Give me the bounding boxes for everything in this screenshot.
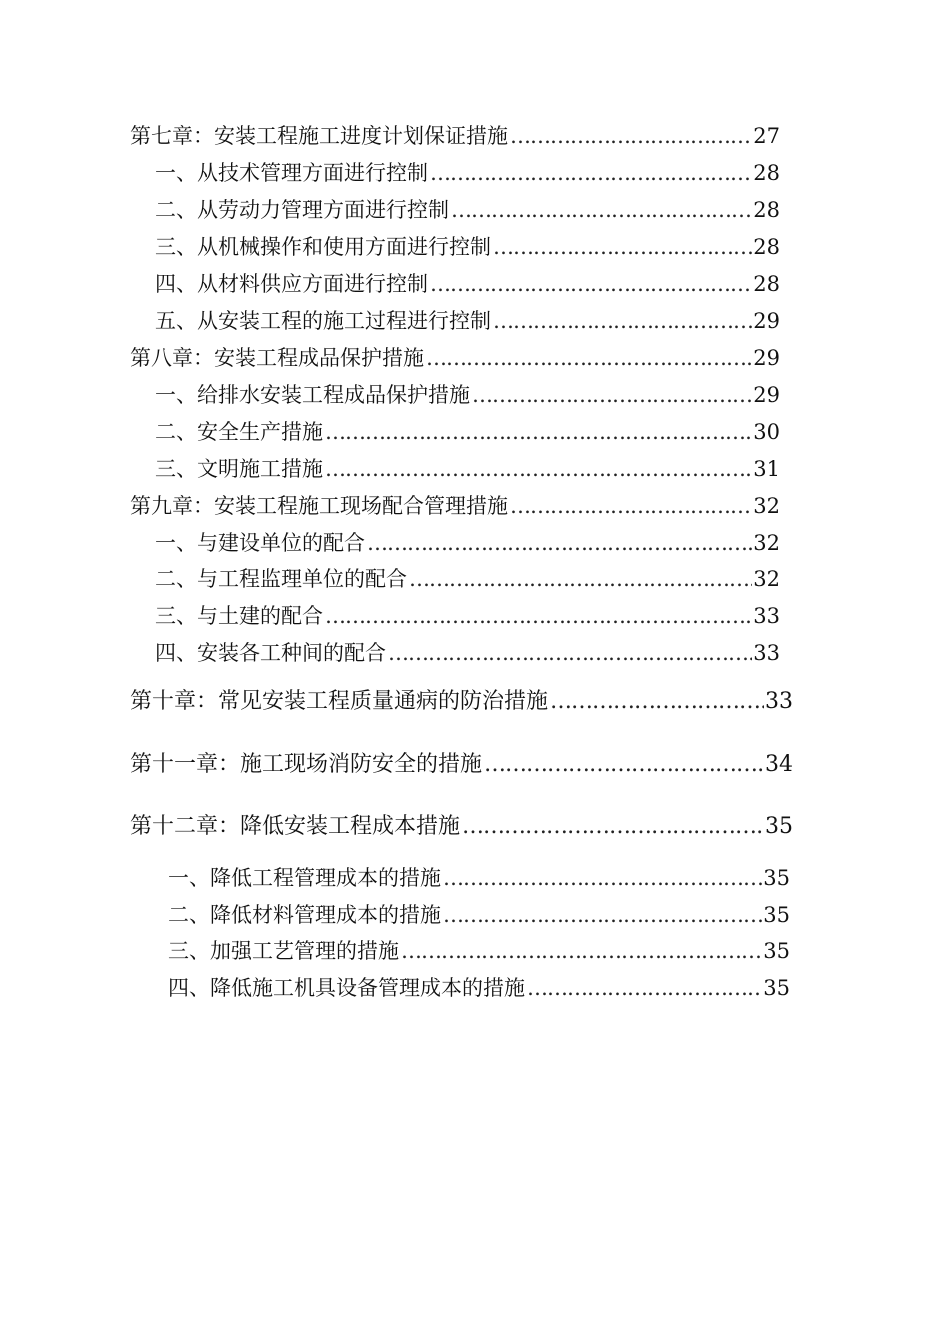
toc-entry-page: 28	[753, 161, 780, 185]
toc-entry-title: 四、从材料供应方面进行控制	[155, 272, 428, 296]
toc-entry-page: 28	[753, 198, 780, 222]
dot-leader	[401, 941, 762, 962]
toc-entry-title: 四、安装各工种间的配合	[155, 641, 386, 665]
dot-leader	[527, 978, 762, 999]
toc-entry-9-2[interactable]	[155, 569, 780, 590]
toc-entry-title: 一、从技术管理方面进行控制	[155, 161, 428, 185]
toc-entry-title: 第十一章：施工现场消防安全的措施	[130, 752, 483, 777]
toc-entry-title: 三、文明施工措施	[155, 457, 323, 481]
toc-entry-title: 二、安全生产措施	[155, 420, 323, 444]
toc-entry-title: 第七章：安装工程施工进度计划保证措施	[130, 124, 508, 148]
toc-entry-9-4[interactable]	[155, 643, 780, 664]
dot-leader	[443, 868, 762, 889]
toc-entry-chapter-11[interactable]	[130, 754, 793, 776]
toc-entry-8-3[interactable]	[155, 459, 780, 480]
toc-entry-chapter-7[interactable]	[130, 126, 780, 147]
toc-entry-title: 三、加强工艺管理的措施	[168, 939, 399, 963]
toc-entry-page: 35	[763, 976, 790, 1000]
toc-entry-title: 五、从安装工程的施工过程进行控制	[155, 309, 491, 333]
toc-entry-9-1[interactable]	[155, 533, 780, 554]
toc-entry-7-2[interactable]	[155, 200, 780, 221]
toc-entry-title: 第九章：安装工程施工现场配合管理措施	[130, 494, 508, 518]
toc-entry-12-2[interactable]	[168, 905, 790, 926]
dot-leader	[388, 643, 752, 664]
toc-entry-title: 第十二章：降低安装工程成本措施	[130, 814, 461, 839]
toc-entry-page: 31	[753, 457, 780, 481]
toc-entry-12-4[interactable]	[168, 978, 790, 999]
toc-entry-chapter-10[interactable]	[130, 691, 793, 713]
toc-entry-title: 三、与土建的配合	[155, 604, 323, 628]
toc-entry-page: 28	[753, 235, 780, 259]
toc-entry-7-5[interactable]	[155, 311, 780, 332]
toc-entry-chapter-12[interactable]	[130, 816, 793, 838]
dot-leader	[409, 569, 752, 590]
toc-entry-page: 34	[765, 752, 793, 777]
dot-leader	[451, 200, 752, 221]
toc-entry-7-1[interactable]	[155, 163, 780, 184]
toc-entry-page: 35	[765, 814, 793, 839]
toc-entry-8-1[interactable]	[155, 385, 780, 406]
toc-entry-chapter-9[interactable]	[130, 496, 780, 517]
dot-leader	[462, 816, 764, 838]
toc-entry-page: 32	[753, 567, 780, 591]
toc-entry-page: 32	[753, 494, 780, 518]
toc-entry-title: 三、从机械操作和使用方面进行控制	[155, 235, 491, 259]
toc-entry-title: 一、给排水安装工程成品保护措施	[155, 383, 470, 407]
toc-entry-title: 二、与工程监理单位的配合	[155, 567, 407, 591]
dot-leader	[430, 274, 752, 295]
toc-entry-title: 第八章：安装工程成品保护措施	[130, 346, 424, 370]
toc-entry-title: 一、与建设单位的配合	[155, 531, 365, 555]
dot-leader	[367, 533, 752, 554]
toc-entry-page: 27	[753, 124, 780, 148]
dot-leader	[443, 905, 762, 926]
dot-leader	[510, 126, 752, 147]
dot-leader	[550, 691, 764, 713]
toc-entry-8-2[interactable]	[155, 422, 780, 443]
toc-entry-title: 第十章：常见安装工程质量通病的防治措施	[130, 689, 549, 714]
dot-leader	[430, 163, 752, 184]
toc-entry-7-4[interactable]	[155, 274, 780, 295]
dot-leader	[493, 237, 752, 258]
dot-leader	[510, 496, 752, 517]
dot-leader	[325, 459, 752, 480]
dot-leader	[484, 754, 764, 776]
toc-entry-page: 29	[753, 309, 780, 333]
toc-entry-page: 32	[753, 531, 780, 555]
toc-entry-page: 33	[765, 689, 793, 714]
dot-leader	[325, 606, 752, 627]
dot-leader	[493, 311, 752, 332]
dot-leader	[472, 385, 752, 406]
toc-entry-title: 四、降低施工机具设备管理成本的措施	[168, 976, 525, 1000]
toc-entry-12-1[interactable]	[168, 868, 790, 889]
toc-entry-7-3[interactable]	[155, 237, 780, 258]
toc-entry-title: 二、从劳动力管理方面进行控制	[155, 198, 449, 222]
toc-entry-page: 29	[753, 383, 780, 407]
toc-entry-page: 29	[753, 346, 780, 370]
toc-entry-page: 35	[763, 903, 790, 927]
toc-entry-title: 一、降低工程管理成本的措施	[168, 866, 441, 890]
toc-entry-page: 35	[763, 866, 790, 890]
toc-entry-chapter-8[interactable]	[130, 348, 780, 369]
toc-entry-12-3[interactable]	[168, 941, 790, 962]
toc-entry-page: 30	[753, 420, 780, 444]
toc-entry-page: 33	[753, 641, 780, 665]
toc-entry-9-3[interactable]	[155, 606, 780, 627]
toc-entry-page: 33	[753, 604, 780, 628]
toc-entry-page: 35	[763, 939, 790, 963]
dot-leader	[426, 348, 752, 369]
toc-entry-title: 二、降低材料管理成本的措施	[168, 903, 441, 927]
dot-leader	[325, 422, 752, 443]
toc-entry-page: 28	[753, 272, 780, 296]
